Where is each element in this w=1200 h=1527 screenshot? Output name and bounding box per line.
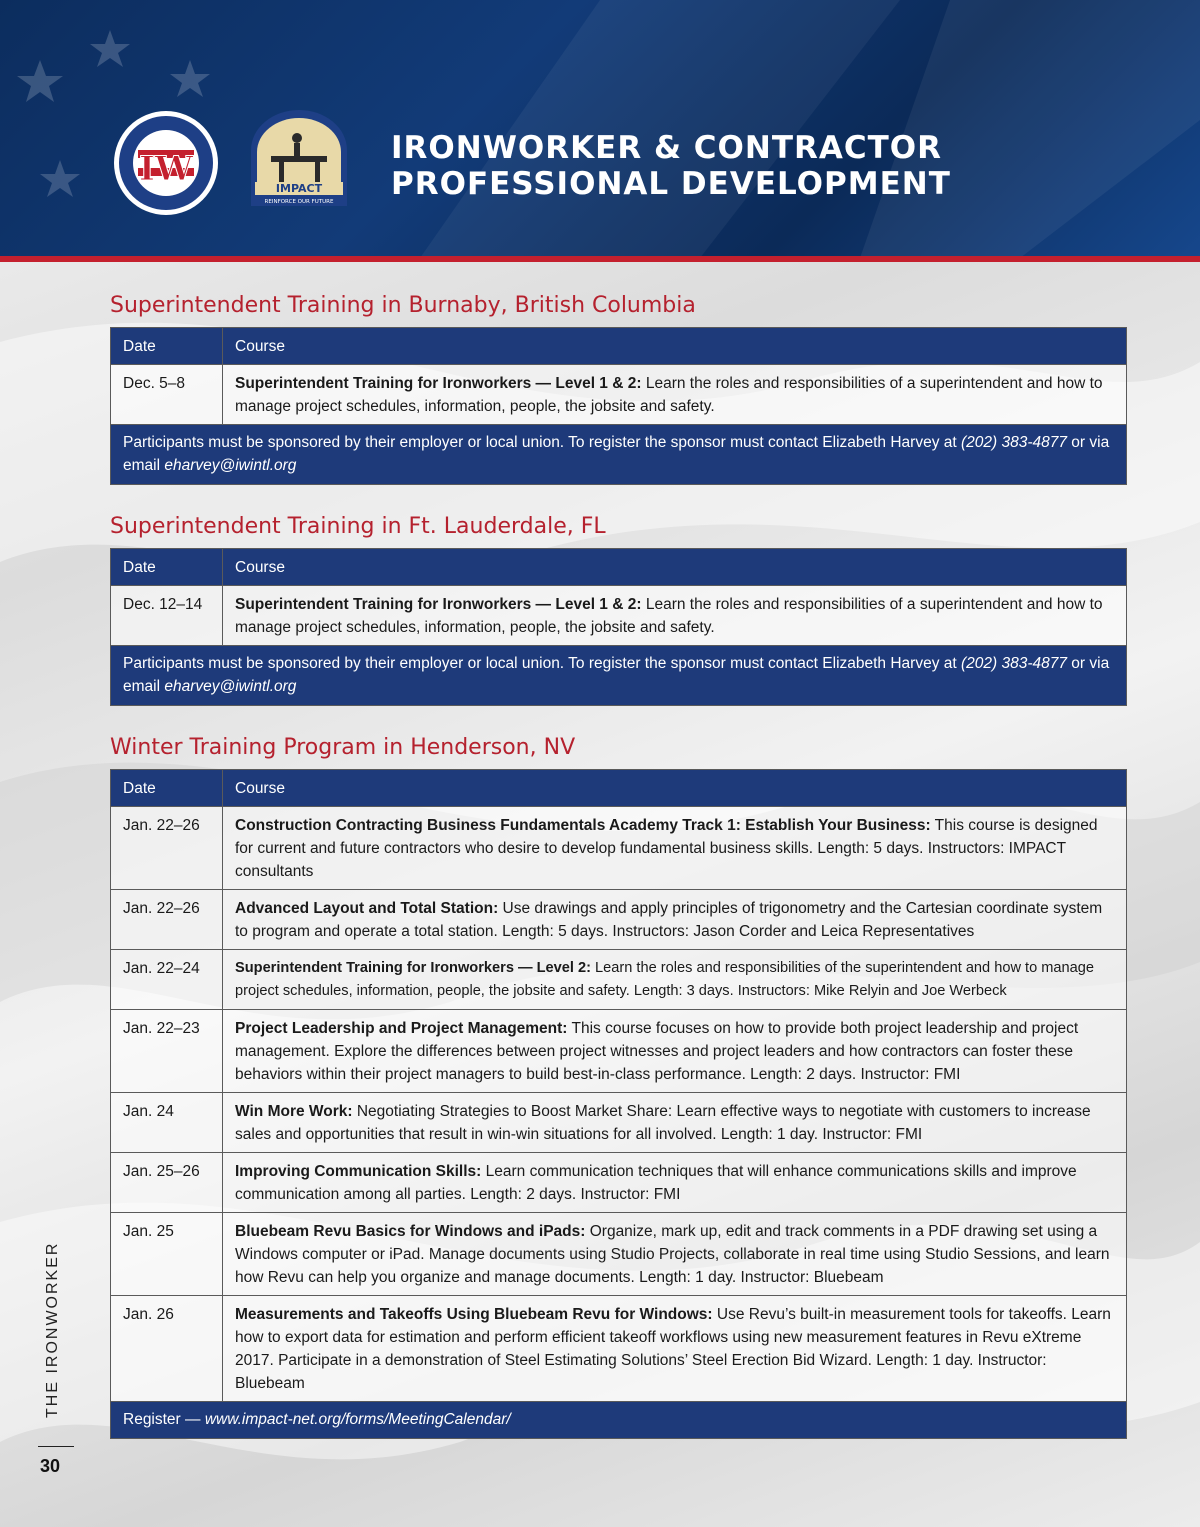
contact-email[interactable]: eharvey@iwintl.org — [164, 678, 297, 695]
course-date: Jan. 22–24 — [111, 950, 223, 1010]
section-title-burnaby: Superintendent Training in Burnaby, British Columbia — [110, 293, 696, 318]
course-title: Measurements and Takeoffs Using Bluebeam Revu for Windows: — [235, 1306, 713, 1323]
page-number: 30 — [40, 1456, 61, 1476]
sponsor-note — [111, 425, 1127, 485]
table-row — [111, 1153, 1127, 1213]
note-mid: or via email — [123, 434, 1110, 474]
contact-phone: (202) 383-4877 — [961, 434, 1067, 451]
magazine-name: THE IRONWORKER — [44, 1241, 61, 1418]
table-row — [111, 807, 1127, 890]
title-line-1: IRONWORKER & CONTRACTOR — [391, 130, 942, 166]
course-description: Learn communication techniques that will enhance communications skills and improve communication among all parties. Length: 2 days. Instructor: FMI — [235, 1163, 1077, 1203]
course-date: Jan. 26 — [111, 1296, 223, 1402]
impact-logo-text: IMPACT — [275, 182, 323, 195]
table-header-row — [111, 549, 1127, 586]
footer-divider — [38, 1446, 74, 1447]
course-table-henderson — [110, 769, 1127, 1439]
register-row — [111, 1402, 1127, 1439]
course-cell — [223, 890, 1127, 950]
course-title: Win More Work: — [235, 1103, 353, 1120]
table-row — [111, 365, 1127, 425]
sponsor-note — [111, 646, 1127, 706]
course-title: Advanced Layout and Total Station: — [235, 900, 499, 917]
course-title: Construction Contracting Business Fundamentals Academy Track 1: Establish Your Business: — [235, 817, 931, 834]
course-cell — [223, 807, 1127, 890]
course-date: Jan. 24 — [111, 1093, 223, 1153]
course-title: Improving Communication Skills: — [235, 1163, 482, 1180]
header-banner — [0, 0, 1200, 258]
course-title: Project Leadership and Project Management: — [235, 1020, 568, 1037]
table-row — [111, 950, 1127, 1010]
course-description: Learn the roles and responsibilities of a superintendent and how to manage project schedules, information, people, the jobsite and safety. — [235, 375, 1103, 415]
table-row — [111, 586, 1127, 646]
header-red-stripe — [0, 256, 1200, 262]
section-title-ft-lauderdale: Superintendent Training in Ft. Lauderdale, FL — [110, 514, 606, 539]
course-cell — [223, 1213, 1127, 1296]
contact-email[interactable]: eharvey@iwintl.org — [164, 457, 297, 474]
course-title: Superintendent Training for Ironworkers — Level 1 & 2: — [235, 375, 642, 392]
table-header-row — [111, 328, 1127, 365]
course-date: Dec. 12–14 — [111, 586, 223, 646]
table-row — [111, 1010, 1127, 1093]
table-row — [111, 1296, 1127, 1402]
course-date: Jan. 25 — [111, 1213, 223, 1296]
course-description: Learn the roles and responsibilities of the superintendent and how to manage project schedules, information, people, the jobsite and safety. Length: 3 days. Instructors: Mike Relyin and Joe Werbeck — [235, 960, 1095, 999]
course-description: Use drawings and apply principles of trigonometry and the Cartesian coordinate system to program and operate a total station. Length: 5 days. Instructors: Jason Corder and Leica Representatives — [235, 900, 1103, 940]
course-description: Use Revu’s built-in measurement tools for takeoffs. Learn how to export data for estimation and perform efficient takeoff workflows using new measurement features in Revu eXtreme 2017. Participate in a demonstration of Steel Estimating Solutions’ Steel Erection Bid Wizard. Length: 1 day. Instructor: Bluebeam — [235, 1306, 1111, 1392]
table-row — [111, 1213, 1127, 1296]
impact-logo-tagline: REINFORCE OUR FUTURE — [264, 199, 334, 205]
register-label: Register — — [123, 1411, 205, 1428]
course-date: Jan. 25–26 — [111, 1153, 223, 1213]
course-table-ft-lauderdale — [110, 548, 1127, 706]
register-note — [111, 1402, 1127, 1439]
note-text: Participants must be sponsored by their employer or local union. To register the sponsor must contact Elizabeth Harvey at — [123, 655, 961, 672]
table-row — [111, 1093, 1127, 1153]
column-header-date: Date — [111, 549, 223, 586]
course-date: Dec. 5–8 — [111, 365, 223, 425]
course-description: This course focuses on how to provide both project leadership and project management. Explore the differences between project witnesses and project leaders and how contractors can foster these behaviors within their project managers to build best-in-class performance. Length: 2 days. Instructor: FMI — [235, 1020, 1079, 1083]
section-title-henderson: Winter Training Program in Henderson, NV — [110, 735, 576, 760]
course-cell — [223, 1296, 1127, 1402]
column-header-course: Course — [223, 770, 1127, 807]
course-cell — [223, 1093, 1127, 1153]
iw-logo — [108, 110, 224, 216]
table-row — [111, 890, 1127, 950]
register-link[interactable]: www.impact-net.org/forms/MeetingCalendar/ — [204, 1411, 511, 1428]
course-cell — [223, 586, 1127, 646]
course-description: Negotiating Strategies to Boost Market Share: Learn effective ways to negotiate with customers to increase sales and opportunities that result in win-win situations for all involved. Length: 1 day. Instructor: FMI — [235, 1103, 1091, 1143]
course-cell — [223, 950, 1127, 1010]
column-header-date: Date — [111, 770, 223, 807]
course-title: Superintendent Training for Ironworkers — Level 2: — [235, 960, 591, 976]
course-title: Bluebeam Revu Basics for Windows and iPads: — [235, 1223, 586, 1240]
course-description: Learn the roles and responsibilities of a superintendent and how to manage project schedules, information, people, the jobsite and safety. — [235, 596, 1103, 636]
course-cell — [223, 1010, 1127, 1093]
sponsor-note-row — [111, 646, 1127, 706]
course-table-burnaby — [110, 327, 1127, 485]
table-header-row — [111, 770, 1127, 807]
note-text: Participants must be sponsored by their employer or local union. To register the sponsor must contact Elizabeth Harvey at — [123, 434, 961, 451]
iw-logo-letters: IW — [138, 149, 194, 189]
course-date: Jan. 22–26 — [111, 807, 223, 890]
course-cell — [223, 365, 1127, 425]
column-header-course: Course — [223, 549, 1127, 586]
page-title — [391, 130, 951, 202]
course-cell — [223, 1153, 1127, 1213]
column-header-date: Date — [111, 328, 223, 365]
impact-logo — [245, 110, 353, 210]
course-date: Jan. 22–26 — [111, 890, 223, 950]
course-description: Organize, mark up, edit and track comments in a PDF drawing set using a Windows computer or iPad. Manage documents using Studio Projects, collaborate in real time using Studio Sessions, and learn how Revu can help you organize and manage documents. Length: 1 day. Instructor: Bluebeam — [235, 1223, 1110, 1286]
contact-phone: (202) 383-4877 — [961, 655, 1067, 672]
course-date: Jan. 22–23 — [111, 1010, 223, 1093]
title-line-2: PROFESSIONAL DEVELOPMENT — [391, 166, 951, 202]
column-header-course: Course — [223, 328, 1127, 365]
course-description: This course is designed for current and future contractors who desire to develop fundamental business skills. Length: 5 days. Instructors: IMPACT consultants — [235, 817, 1098, 880]
course-title: Superintendent Training for Ironworkers — Level 1 & 2: — [235, 596, 642, 613]
note-mid: or via email — [123, 655, 1110, 695]
sponsor-note-row — [111, 425, 1127, 485]
